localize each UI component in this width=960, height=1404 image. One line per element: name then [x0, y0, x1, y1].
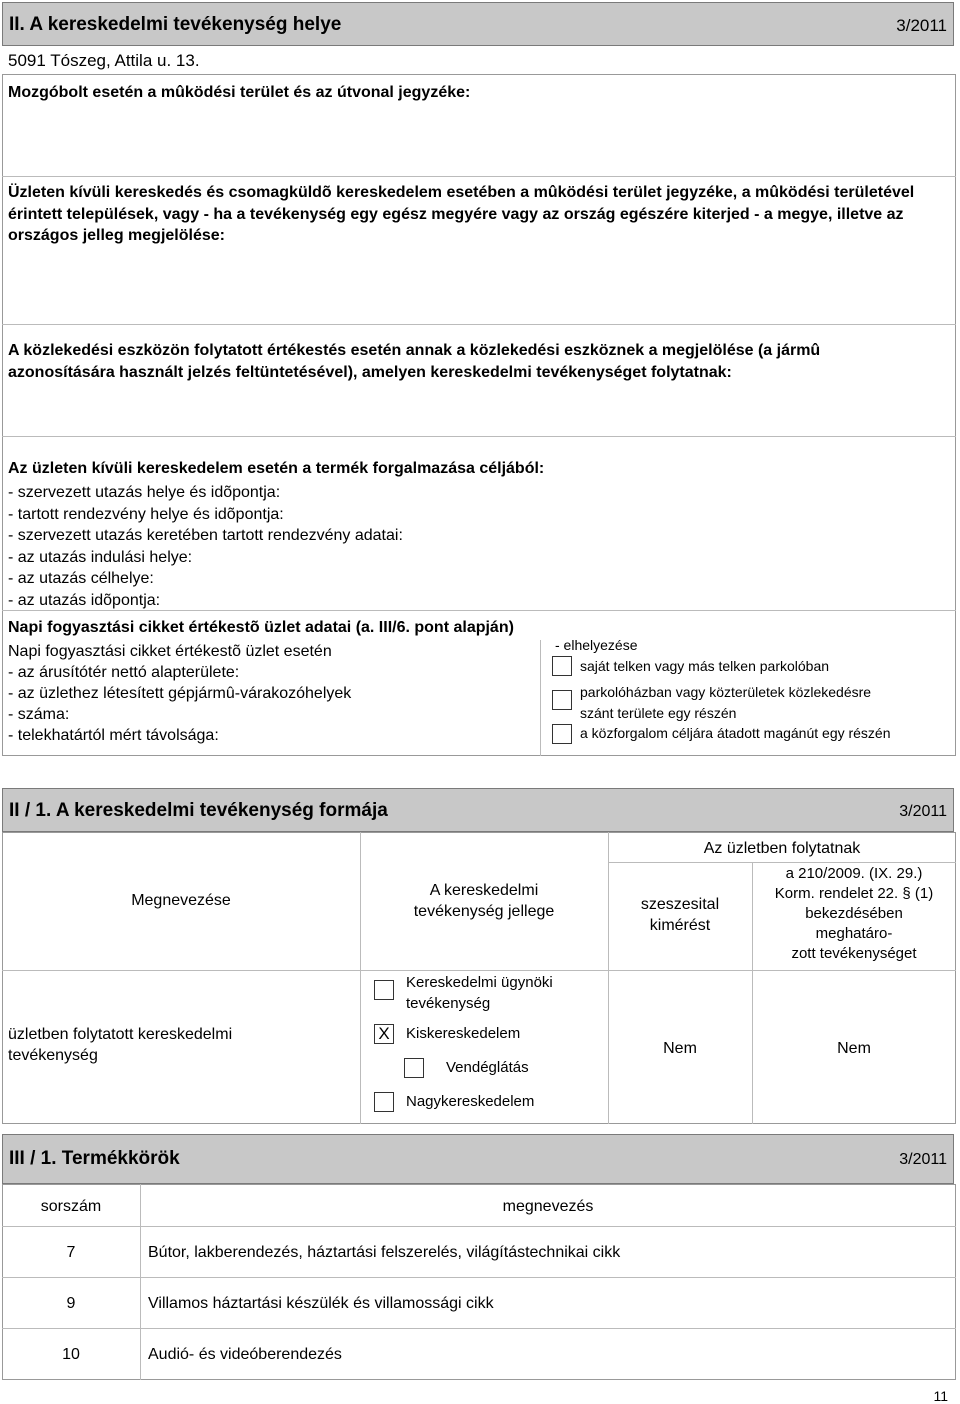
col-type-header: A kereskedelmi tevékenység jellege — [413, 882, 555, 920]
product-row-name: Villamos háztartási készülék és villamossági cikk — [148, 1295, 494, 1312]
type-option-label: Vendéglátás — [446, 1059, 529, 1076]
placement-parking-garage-checkbox[interactable] — [552, 690, 572, 710]
col-num-header: sorszám — [40, 1198, 102, 1215]
placement-private-road-checkbox[interactable] — [552, 724, 572, 744]
product-row-name: Bútor, lakberendezés, háztartási felszerelés, világítástechnikai cikk — [148, 1244, 621, 1261]
outside-trade-item: - az utazás célhelye: — [8, 570, 154, 587]
type-option-label: Nagykereskedelem — [406, 1093, 535, 1110]
decree-value: Nem — [837, 1040, 871, 1057]
section-2-1-header — [2, 788, 954, 832]
type-option-label: Kiskereskedelem — [406, 1025, 521, 1042]
retail-checkbox[interactable]: X — [374, 1024, 394, 1044]
page-number: 11 — [933, 1388, 948, 1404]
placement-option-label: saját telken vagy más telken parkolóban — [580, 658, 830, 674]
napi-item: - az üzlethez létesített gépjármû-várakozóhelyek — [8, 685, 352, 702]
outside-trade-list — [8, 482, 403, 611]
section-3-1-title: III / 1. Termékkörök — [9, 1148, 180, 1169]
napi-item: - az árusítótér nettó alapterülete: — [8, 664, 240, 681]
wholesale-checkbox[interactable] — [374, 1092, 394, 1112]
mobile-shop-label: Mozgóbolt esetén a mûködési terület és az útvonal jegyzéke: — [8, 84, 471, 101]
outside-trade-item: - szervezett utazás helye és idõpontja: — [8, 484, 281, 501]
placement-option-label: a közforgalom céljára átadott magánút egy részén — [580, 725, 891, 741]
section-2-1-title: II / 1. A kereskedelmi tevékenység formája — [9, 800, 388, 821]
col-shop-group-header: Az üzletben folytatnak — [703, 840, 861, 857]
placement-option-label-cont: szánt területe egy részén — [580, 705, 737, 721]
col-product-header: megnevezés — [502, 1198, 594, 1215]
product-row-num: 10 — [62, 1346, 80, 1363]
product-row-num: 9 — [66, 1295, 76, 1312]
outside-trade-item: - tartott rendezvény helye és idõpontja: — [8, 505, 284, 523]
product-row-num: 7 — [66, 1244, 76, 1261]
section-2-title: II. A kereskedelmi tevékenység helye — [9, 14, 342, 35]
section-2-header — [2, 2, 954, 46]
napi-item: - száma: — [8, 706, 70, 723]
col-alcohol-header: szeszesital kimérést — [640, 896, 720, 934]
col-decree-header: a 210/2009. (IX. 29.) Korm. rendelet 22. § (1) bekezdésében meghatáro- zott tevékenységet — [774, 865, 934, 962]
type-option-label: Kereskedelmi ügynöki tevékenység — [406, 974, 553, 1012]
outside-trade-item: - az utazás idõpontja: — [8, 591, 161, 609]
outside-trade-item: - az utazás indulási helye: — [8, 548, 193, 566]
product-row-name: Audió- és videóberendezés — [148, 1346, 342, 1363]
placement-option-label: parkolóházban vagy közterületek közlekedésre — [580, 684, 872, 700]
section-2-code: 3/2011 — [896, 16, 947, 35]
agent-activity-checkbox[interactable] — [374, 980, 394, 1000]
alcohol-value: Nem — [663, 1040, 697, 1057]
address-text: 5091 Tószeg, Attila u. 13. — [8, 51, 200, 70]
catering-checkbox[interactable] — [404, 1058, 424, 1078]
section-3-1-code: 3/2011 — [899, 1151, 947, 1168]
placement-label: - elhelyezése — [555, 637, 638, 653]
section-3-1-header — [2, 1134, 954, 1184]
outside-trade-heading: Az üzleten kívüli kereskedelem esetén a termék forgalmazása céljából: — [8, 460, 545, 477]
col-name-header: Megnevezése — [131, 892, 231, 909]
section-2-1-code: 3/2011 — [899, 803, 947, 820]
placement-own-lot-checkbox[interactable] — [552, 656, 572, 676]
napi-item: - telekhatártól mért távolsága: — [8, 727, 219, 744]
napi-list — [8, 641, 351, 746]
outside-trade-item: - szervezett utazás keretében tartott rendezvény adatai: — [8, 527, 403, 544]
transport-label: A közlekedési eszközön folytatott értékestés esetén annak a közlekedési eszköznek a megjelölése (a jármû azonosítására használt jelzés feltüntetésével), amelyen kereskedelmi tevékenységet folytatnak: — [8, 342, 821, 381]
row-name: üzletben folytatott kereskedelmi tevékenység — [8, 1026, 233, 1064]
napi-item: Napi fogyasztási cikket értékestõ üzlet esetén — [8, 643, 332, 660]
napi-heading: Napi fogyasztási cikket értékestõ üzlet adatai (a. III/6. pont alapján) — [8, 619, 514, 636]
outside-shop-label: Üzleten kívüli kereskedés és csomagküldõ kereskedelem esetében a mûködési terület jegyzéke, a mûködési területével érintett települések, vagy - ha a tevékenység egy egész megyére vagy az ország egészére kiterjed - a megye, illetve az országos jelleg megjelölése: — [8, 184, 915, 244]
